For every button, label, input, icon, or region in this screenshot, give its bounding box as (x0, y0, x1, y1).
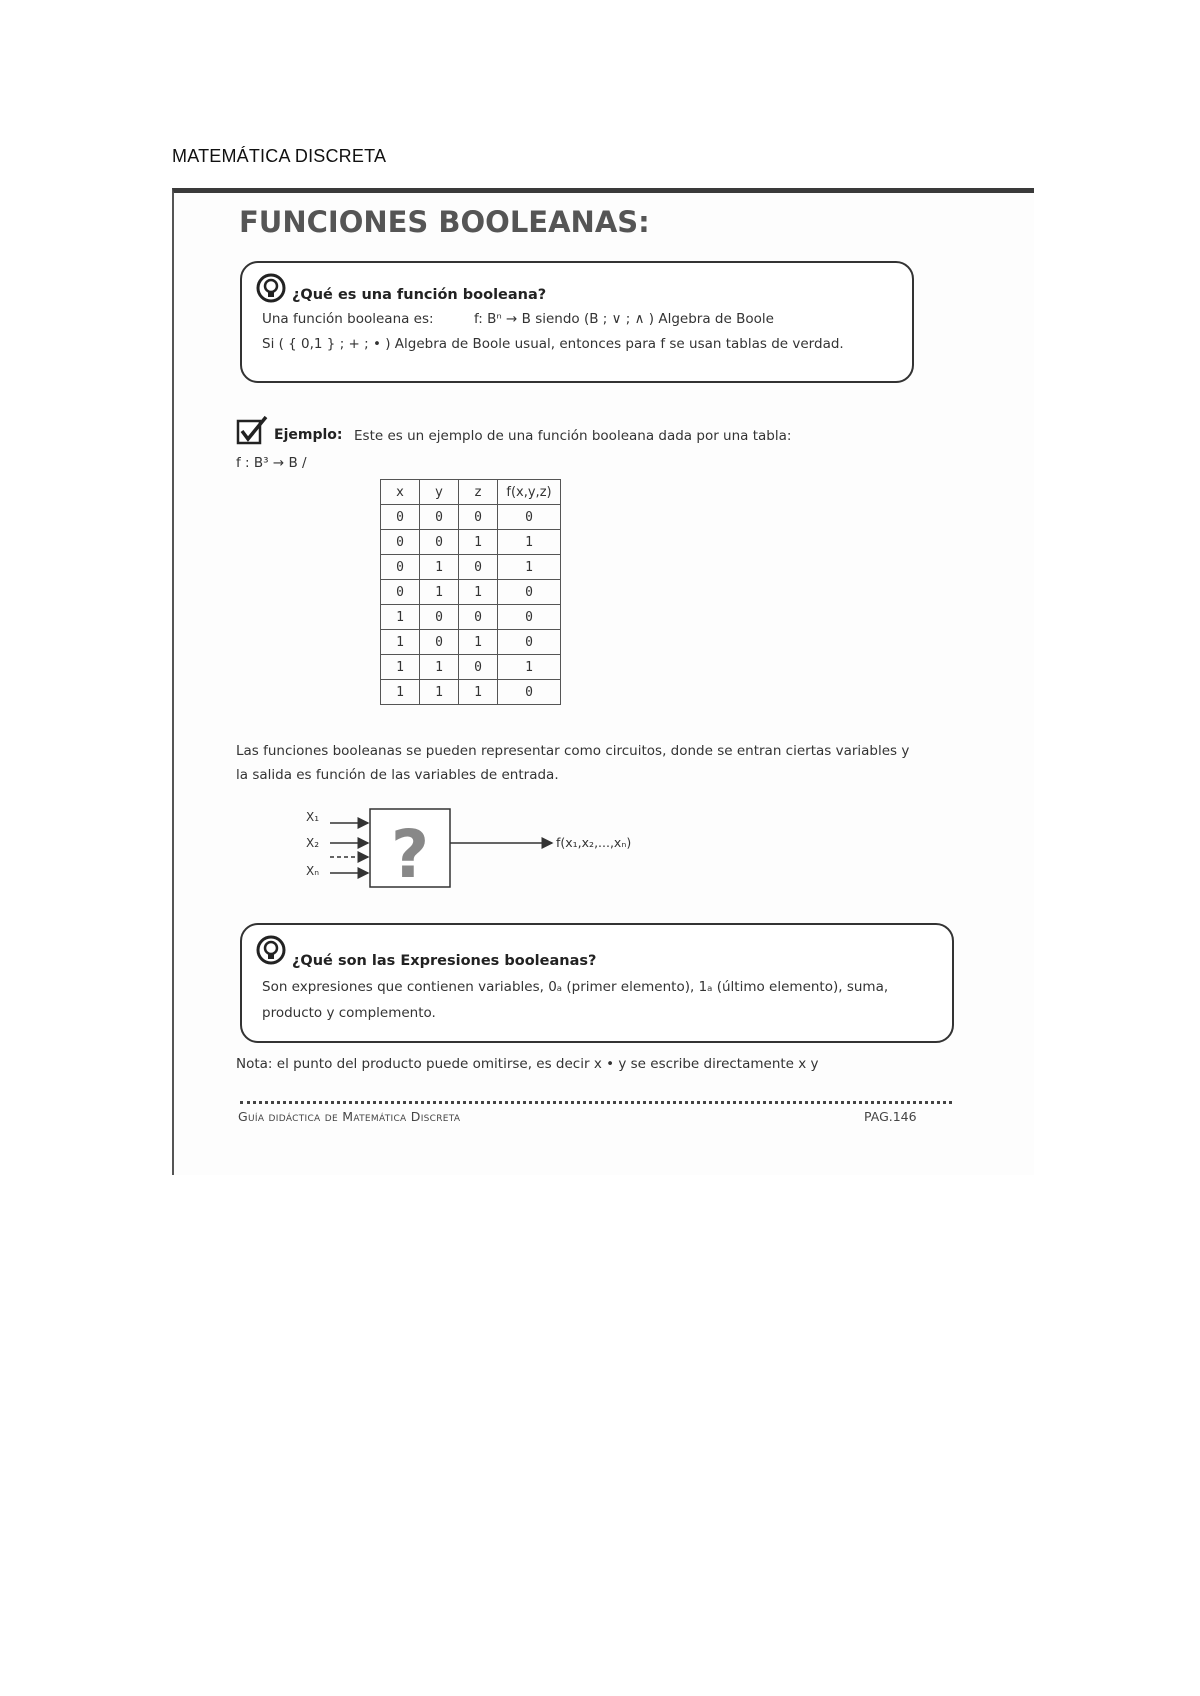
question-bulb-icon (256, 935, 286, 965)
page-number: PAG.146 (864, 1109, 917, 1124)
table-row (381, 655, 561, 680)
circuit-input-label: X₁ (306, 810, 320, 824)
table-header: x (381, 480, 420, 505)
expressions-line-2: producto y complemento. (262, 1005, 436, 1021)
table-row (381, 505, 561, 530)
question-heading: ¿Qué es una función booleana? (292, 287, 547, 303)
table-cell: 0 (381, 580, 420, 605)
question-heading: ¿Qué son las Expresiones booleanas? (292, 953, 597, 969)
table-cell: 1 (459, 580, 498, 605)
table-cell: 1 (381, 680, 420, 705)
table-cell: 0 (420, 505, 459, 530)
example-text: Este es un ejemplo de una función booleana dada por una tabla: (354, 428, 792, 444)
table-cell: 1 (420, 580, 459, 605)
table-cell: 1 (420, 555, 459, 580)
table-cell: 0 (459, 505, 498, 530)
table-cell: 1 (459, 680, 498, 705)
table-cell: 0 (381, 555, 420, 580)
table-cell: 1 (420, 655, 459, 680)
definition-line-formula: f: Bⁿ → B siendo (B ; ∨ ; ∧ ) Algebra de Boole (474, 311, 774, 327)
table-cell: 0 (459, 655, 498, 680)
table-cell: 0 (498, 630, 561, 655)
paragraph-line-1: Las funciones booleanas se pueden representar como circuitos, donde se entran ciertas variables y (236, 743, 910, 759)
question-bulb-icon (256, 273, 286, 303)
circuit-input-label: Xₙ (306, 864, 320, 878)
table-cell: 1 (498, 655, 561, 680)
table-cell: 0 (381, 505, 420, 530)
footer-divider (240, 1101, 952, 1104)
table-cell: 0 (420, 530, 459, 555)
table-header-row (381, 480, 561, 505)
checkbox-check-icon (236, 415, 268, 445)
circuit-diagram (294, 805, 694, 915)
example-label: Ejemplo: (274, 427, 343, 443)
function-definition: f : B³ → B / (236, 455, 307, 471)
table-cell: 1 (459, 530, 498, 555)
table-cell: 0 (459, 555, 498, 580)
table-cell: 0 (498, 505, 561, 530)
table-header: f(x,y,z) (498, 480, 561, 505)
table-row (381, 580, 561, 605)
table-cell: 1 (420, 680, 459, 705)
table-row (381, 630, 561, 655)
table-cell: 1 (381, 605, 420, 630)
table-cell: 1 (498, 530, 561, 555)
table-row (381, 680, 561, 705)
table-cell: 1 (381, 630, 420, 655)
expressions-box (240, 923, 954, 1043)
table-cell: 0 (498, 580, 561, 605)
paragraph-line-2: la salida es función de las variables de entrada. (236, 767, 559, 783)
document-header: MATEMÁTICA DISCRETA (172, 146, 387, 166)
definition-box (240, 261, 914, 383)
scanned-page (172, 188, 1034, 1175)
page-title: FUNCIONES BOOLEANAS: (239, 205, 650, 239)
table-cell: 0 (381, 530, 420, 555)
truth-table (380, 479, 561, 705)
table-cell: 0 (459, 605, 498, 630)
question-mark-icon: ? (390, 816, 430, 893)
definition-line-label: Una función booleana es: (262, 311, 434, 327)
table-cell: 0 (420, 630, 459, 655)
table-cell: 1 (498, 555, 561, 580)
table-row (381, 555, 561, 580)
definition-line-2: Si ( { 0,1 } ; + ; • ) Algebra de Boole usual, entonces para f se usan tablas de verdad. (262, 336, 844, 352)
table-header: z (459, 480, 498, 505)
table-cell: 0 (498, 680, 561, 705)
table-cell: 1 (381, 655, 420, 680)
table-cell: 1 (459, 630, 498, 655)
footer-title: Guía didáctica de Matemática Discreta (238, 1109, 461, 1124)
expressions-line-1: Son expresiones que contienen variables, 0ₐ (primer elemento), 1ₐ (último elemento), suma, (262, 979, 889, 995)
circuit-output-label: f(x₁,x₂,...,xₙ) (556, 835, 632, 850)
table-header: y (420, 480, 459, 505)
table-row (381, 530, 561, 555)
table-cell: 0 (498, 605, 561, 630)
table-row (381, 605, 561, 630)
table-cell: 0 (420, 605, 459, 630)
circuit-input-label: X₂ (306, 836, 320, 850)
note-text: Nota: el punto del producto puede omitirse, es decir x • y se escribe directamente x y (236, 1056, 819, 1072)
